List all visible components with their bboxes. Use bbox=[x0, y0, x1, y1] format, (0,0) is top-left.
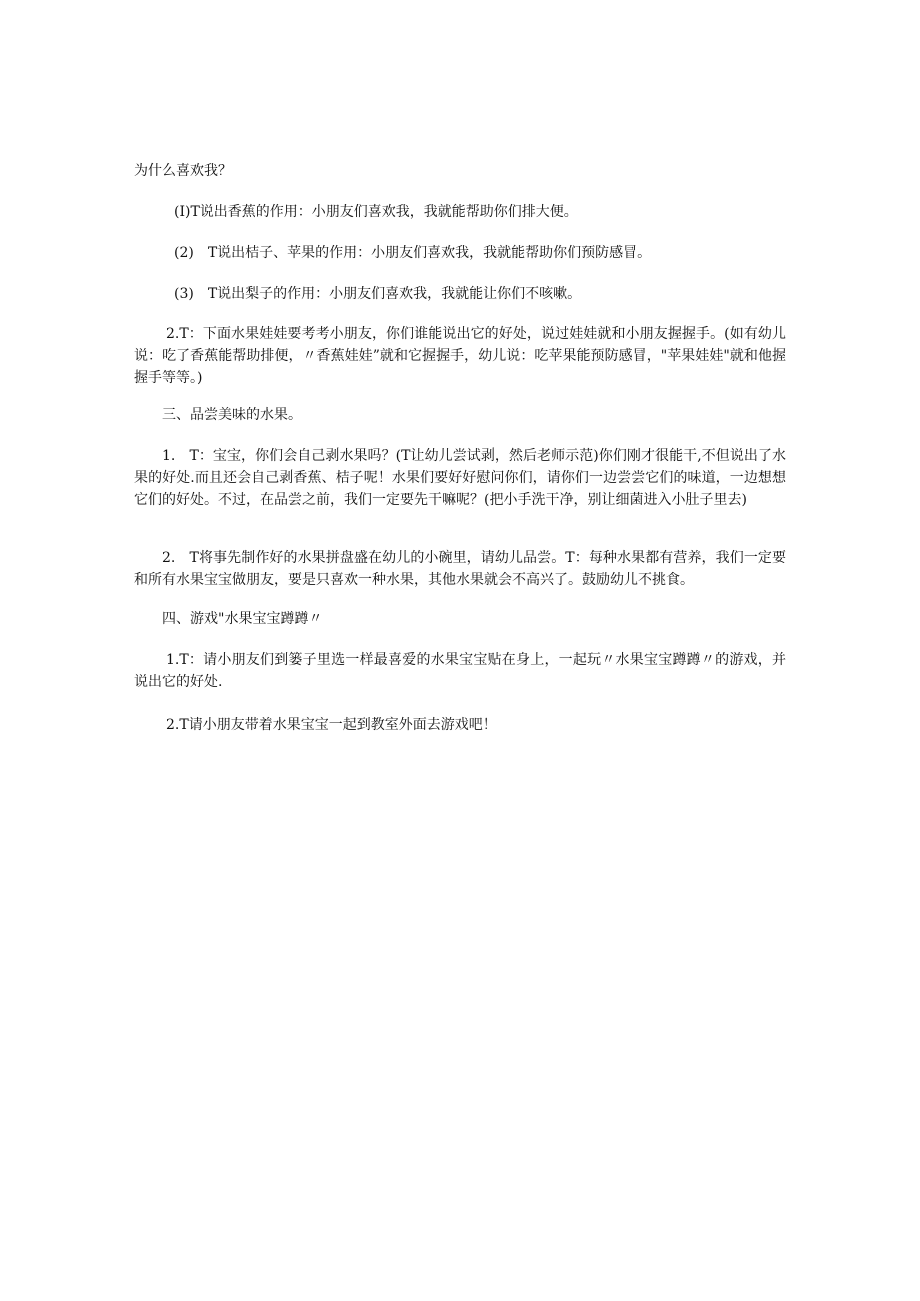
paragraph-game-instruction: 1.T：请小朋友们到篓子里选一样最喜爱的水果宝宝贴在身上，一起玩〃水果宝宝蹲蹲〃的游戏，并说出它的好处. bbox=[134, 652, 786, 690]
paragraph-fruit-doll-quiz: 2.T：下面水果娃娃要考考小朋友，你们谁能说出它的好处，说过娃娃就和小朋友握握手。(如有幼儿说：吃了香蕉能帮助排便，〃香蕉娃娃”就和它握握手，幼儿说：吃苹果能预防感冒，"苹果娃娃"就和他握握手等等。) bbox=[134, 326, 786, 386]
section-heading-taste-fruit: 三、品尝美味的水果。 bbox=[162, 407, 302, 423]
paragraph-orange-apple: (2) T说出桔子、苹果的作用：小朋友们喜欢我，我就能帮助你们预防感冒。 bbox=[174, 245, 652, 261]
paragraph-peel-fruit: 1. T：宝宝，你们会自己剥水果吗？(T让幼儿尝试剥，然后老师示范)你们刚才很能干,不但说出了水果的好处.而且还会自己剥香蕉、桔子呢！水果们要好好慰问你们，请你们一边尝尝它们的味道，一边想想它们的好处。不过，在品尝之前，我们一定要先干嘛呢？(把小手洗干净，别让细菌进入小肚子里去) bbox=[134, 448, 786, 508]
paragraph-outdoor-game: 2.T请小朋友带着水果宝宝一起到教室外面去游戏吧！ bbox=[166, 717, 497, 733]
paragraph-intro-question: 为什么喜欢我？ bbox=[134, 163, 232, 179]
paragraph-fruit-platter: 2. T将事先制作好的水果拼盘盛在幼儿的小碗里，请幼儿品尝。T：每种水果都有营养，我们一定要和所有水果宝宝做朋友，要是只喜欢一种水果，其他水果就会不高兴了。鼓励幼儿不挑食。 bbox=[134, 550, 786, 588]
section-heading-game: 四、游戏"水果宝宝蹲蹲〃 bbox=[162, 611, 323, 627]
paragraph-banana: (I)T说出香蕉的作用：小朋友们喜欢我，我就能帮助你们排大便。 bbox=[174, 204, 578, 220]
paragraph-pear: (3) T说出梨子的作用：小朋友们喜欢我，我就能让你们不咳嗽。 bbox=[174, 286, 582, 302]
